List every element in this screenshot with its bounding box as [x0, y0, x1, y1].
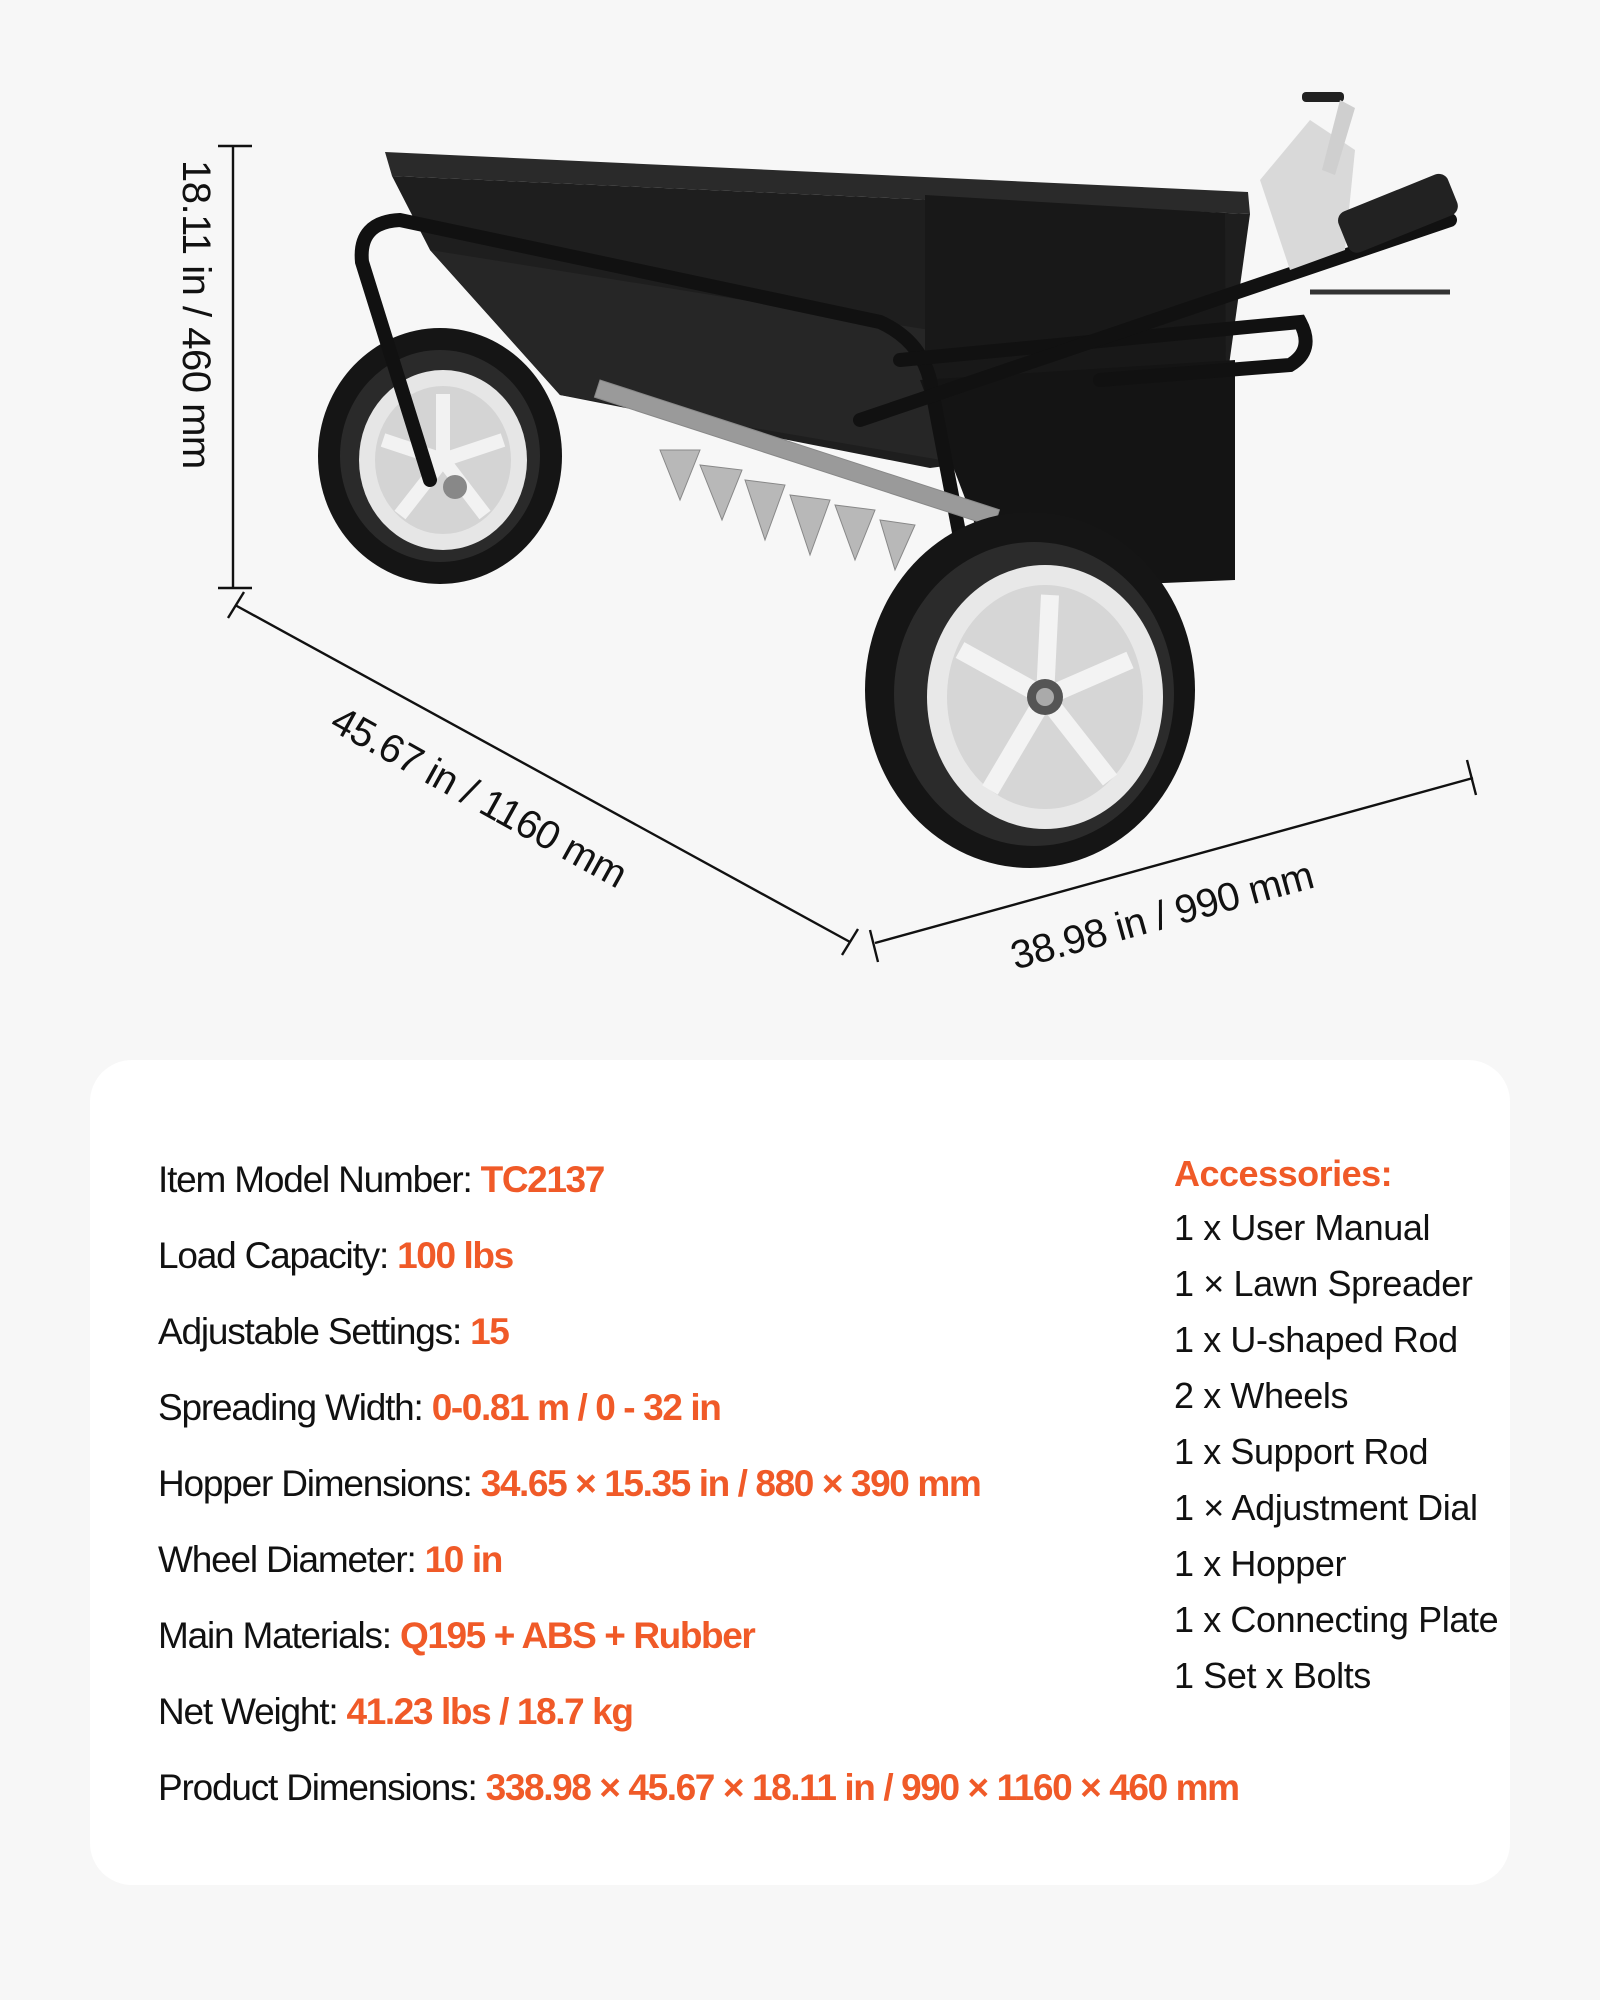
front-wheel	[865, 512, 1195, 868]
accessory-item: 1 x User Manual	[1174, 1207, 1431, 1248]
accessory-item: 2 x Wheels	[1174, 1375, 1349, 1416]
accessory-item: 1 x Support Rod	[1174, 1431, 1429, 1472]
specifications-card	[90, 1060, 1510, 1885]
spec-label: Net Weight:	[158, 1691, 347, 1732]
accessory-item: 1 x Connecting Plate	[1174, 1599, 1499, 1640]
accessory-item: 1 x Hopper	[1174, 1543, 1347, 1584]
spec-label: Adjustable Settings:	[158, 1311, 471, 1352]
spec-label: Hopper Dimensions:	[158, 1463, 481, 1504]
spec-value: 338.98 × 45.67 × 18.11 in / 990 × 1160 × 460 mm	[485, 1767, 1239, 1808]
spec-label: Wheel Diameter:	[158, 1539, 425, 1580]
spec-row-model-number	[158, 1150, 1239, 1226]
spec-value: 34.65 × 15.35 in / 880 × 390 mm	[480, 1463, 981, 1504]
spec-value: 10 in	[424, 1539, 502, 1580]
spec-value: 15	[470, 1311, 509, 1352]
width-dimension-label: 38.98 in / 990 mm	[1006, 853, 1319, 979]
accessory-item: 1 × Lawn Spreader	[1174, 1263, 1473, 1304]
spec-row-main-materials	[158, 1606, 1239, 1682]
spec-row-load-capacity	[158, 1226, 1239, 1302]
spec-label: Product Dimensions:	[158, 1767, 486, 1808]
accessories-list	[1174, 1148, 1498, 1704]
accessories-title: Accessories:	[1174, 1153, 1393, 1194]
accessory-item: 1 × Adjustment Dial	[1174, 1487, 1478, 1528]
spec-value: TC2137	[480, 1159, 604, 1200]
spec-row-hopper-dimensions	[158, 1454, 1239, 1530]
height-dimension-label: 18.11 in / 460 mm	[174, 160, 218, 469]
spec-label: Item Model Number:	[158, 1159, 481, 1200]
spec-row-spreading-width	[158, 1378, 1239, 1454]
rear-wheel	[318, 328, 562, 584]
spec-label: Spreading Width:	[158, 1387, 432, 1428]
length-dimension-label: 45.67 in / 1160 mm	[323, 698, 635, 897]
spec-row-product-dimensions	[158, 1758, 1239, 1834]
spec-value: 100 lbs	[397, 1235, 513, 1276]
spec-value: 0-0.81 m / 0 - 32 in	[431, 1387, 721, 1428]
accessory-item: 1 Set x Bolts	[1174, 1655, 1371, 1696]
spec-value: Q195 + ABS + Rubber	[399, 1615, 755, 1656]
spec-value: 41.23 lbs / 18.7 kg	[346, 1691, 633, 1732]
spec-label: Main Materials:	[158, 1615, 400, 1656]
spec-list	[158, 1150, 1239, 1834]
spec-row-net-weight	[158, 1682, 1239, 1758]
spec-row-adjustable-settings	[158, 1302, 1239, 1378]
spec-label: Load Capacity:	[158, 1235, 398, 1276]
spec-row-wheel-diameter	[158, 1530, 1239, 1606]
accessory-item: 1 x U-shaped Rod	[1174, 1319, 1458, 1360]
adjustment-handle	[1260, 92, 1461, 292]
